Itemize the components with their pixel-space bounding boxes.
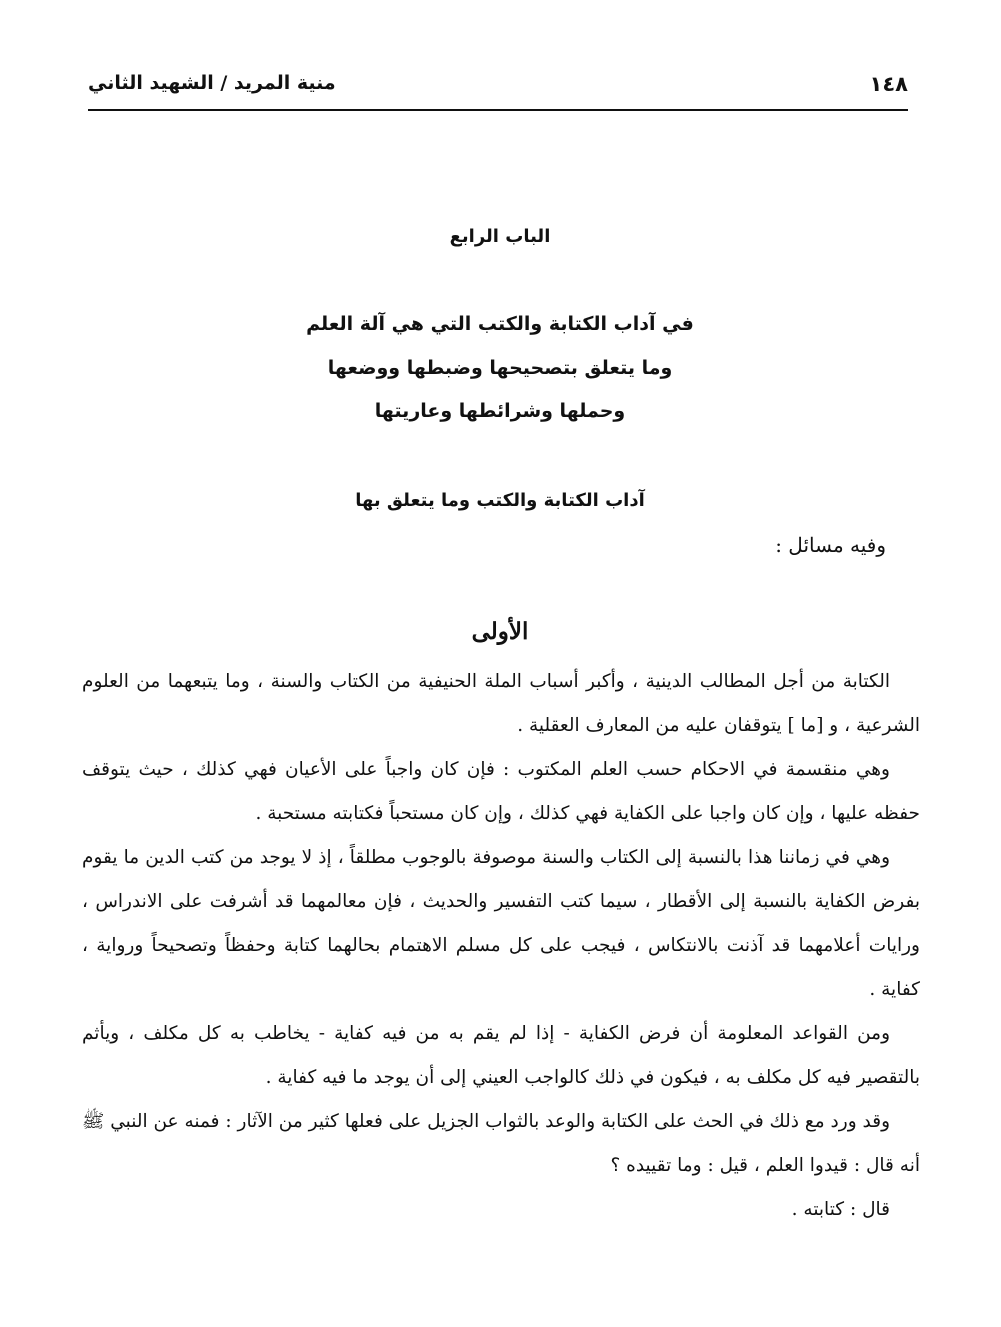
section-title: آداب الكتابة والكتب وما يتعلق بها: [355, 490, 645, 511]
paragraph: وهي منقسمة في الاحكام حسب العلم المكتوب : فإن كان واجباً على الأعيان فهي كذلك ، حيث يتوقف حفظه عليها ، وإن كان واجبا على الكفاية فهي كذلك ، وإن كان مستحباً فكتابته مستحبة .: [82, 759, 920, 824]
header-rule: [88, 109, 908, 111]
chapter-topic-line: وحملها وشرائطها وعاريتها: [374, 400, 626, 422]
paragraph: قال : كتابته .: [791, 1199, 890, 1220]
chapter-topic-line: في آداب الكتابة والكتب التي هي آلة العلم: [306, 313, 694, 335]
chapter-title: الباب الرابع: [449, 226, 551, 247]
section-intro: وفيه مسائل :: [775, 533, 886, 557]
paragraph: ومن القواعد المعلومة أن فرض الكفاية - إذا لم يقم به من فيه كفاية - يخاطب به كل مكلف ، ويأثم بالتقصير فيه كل مكلف به ، فيكون في ذلك كالواجب العيني إلى أن يوجد ما فيه كفاية .: [82, 1023, 920, 1088]
page-number: ١٤٨: [869, 72, 908, 96]
first-issue-heading: الأولى: [471, 618, 529, 645]
paragraph: وقد ورد مع ذلك في الحث على الكتابة والوعد بالثواب الجزيل على فعلها كثير من الآثار : فمنه عن النبي ﷺ أنه قال : قيدوا العلم ، قيل : وما تقييده ؟: [82, 1111, 920, 1176]
running-title: منية المريد / الشهيد الثاني: [88, 72, 336, 94]
chapter-topic-line: وما يتعلق بتصحيحها وضبطها ووضعها: [327, 357, 673, 379]
paragraph: الكتابة من أجل المطالب الدينية ، وأكبر أسباب الملة الحنيفية من الكتاب والسنة ، وما يتبعهما من العلوم الشرعية ، و [ما ] يتوقفان عليه من المعارف العقلية .: [82, 671, 920, 736]
paragraph: وهي في زماننا هذا بالنسبة إلى الكتاب والسنة موصوفة بالوجوب مطلقاً ، إذ لا يوجد من كتب الدين ما يقوم بفرض الكفاية بالنسبة إلى الأقطار ، سيما كتب التفسير والحديث ، فإن معالمهما قد أشرفت على الاندراس ، ورايات أعلامهما قد آذنت بالانتكاس ، فيجب على كل مسلم الاهتمام بحالهما كتابة وحفظاً وتصحيحاً ورواية ، كفاية .: [82, 847, 920, 1000]
page-header: [88, 62, 908, 112]
body-text: [82, 660, 920, 1232]
